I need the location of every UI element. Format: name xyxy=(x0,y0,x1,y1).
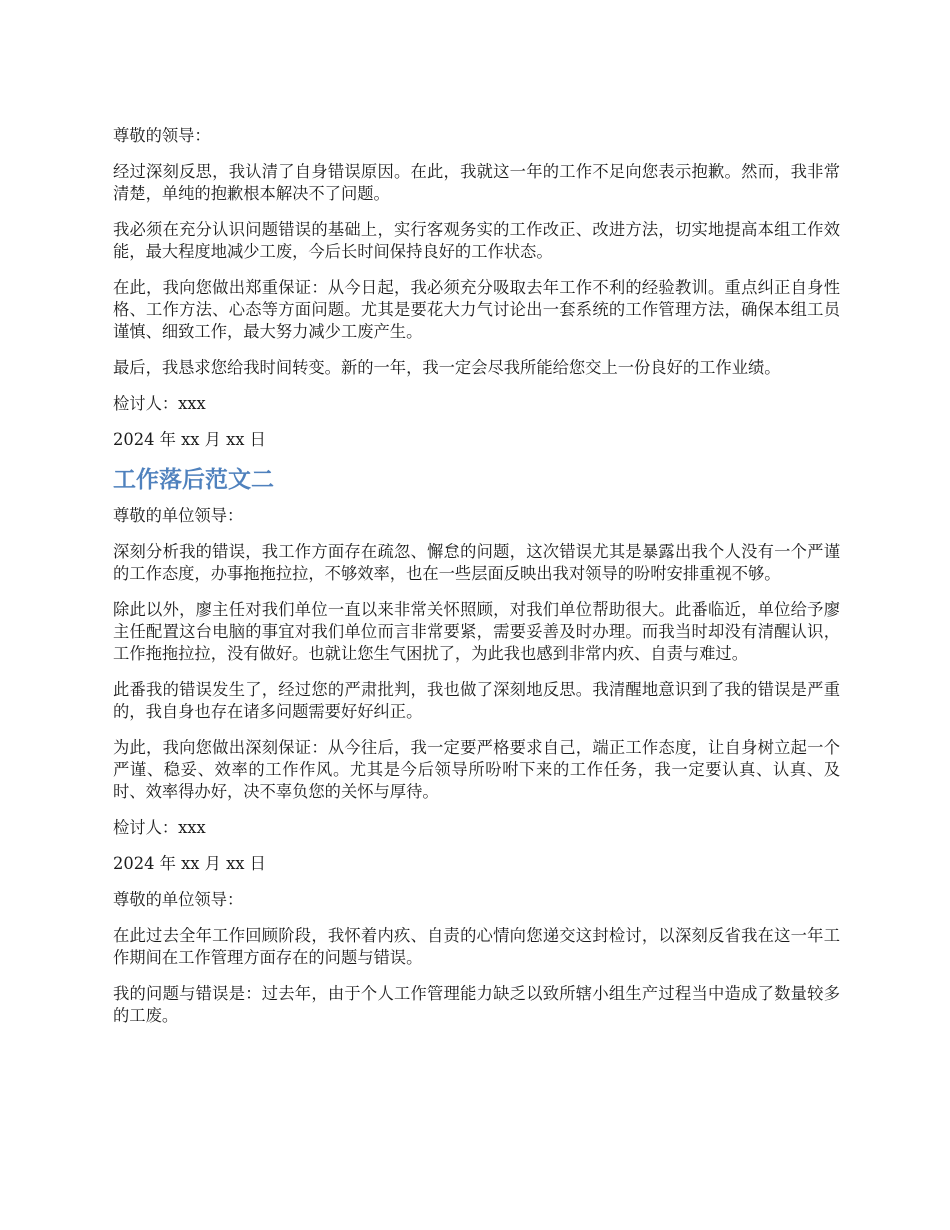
paragraph: 此番我的错误发生了，经过您的严肃批判，我也做了深刻地反思。我清醒地意识到了我的错误是严重的，我自身也存在诸多问题需要好好纠正。 xyxy=(113,680,840,721)
paragraph: 经过深刻反思，我认清了自身错误原因。在此，我就这一年的工作不足向您表示抱歉。然而，我非常清楚，单纯的抱歉根本解决不了问题。 xyxy=(113,162,840,203)
date: 2024 年 xx 月 xx 日 xyxy=(113,854,266,873)
paragraph: 我必须在充分认识问题错误的基础上，实行客观务实的工作改正、改进方法，切实地提高本组工作效能，最大程度地减少工废，今后长时间保持良好的工作状态。 xyxy=(113,220,840,261)
paragraph: 最后，我恳求您给我时间转变。新的一年，我一定会尽我所能给您交上一份良好的工作业绩。 xyxy=(113,358,781,377)
date: 2024 年 xx 月 xx 日 xyxy=(113,430,266,449)
section-heading: 工作落后范文二 xyxy=(113,467,274,493)
signature: 检讨人：xxx xyxy=(113,394,206,413)
paragraph: 除此以外，廖主任对我们单位一直以来非常关怀照顾，对我们单位帮助很大。此番临近，单位给予廖主任配置这台电脑的事宜对我们单位而言非常要紧，需要妥善及时办理。而我当时却没有清醒认识，工作拖拖拉拉，没有做好。也就让您生气困扰了，为此我也感到非常内疚、自责与难过。 xyxy=(113,600,840,663)
paragraph: 我的问题与错误是：过去年，由于个人工作管理能力缺乏以致所辖小组生产过程当中造成了数量较多的工废。 xyxy=(113,984,840,1025)
paragraph: 在此，我向您做出郑重保证：从今日起，我必须充分吸取去年工作不利的经验教训。重点纠正自身性格、工作方法、心态等方面问题。尤其是要花大力气讨论出一套系统的工作管理方法，确保本组工员谨慎、细致工作，最大努力减少工废产生。 xyxy=(113,278,840,341)
paragraph: 深刻分析我的错误，我工作方面存在疏忽、懈怠的问题，这次错误尤其是暴露出我个人没有一个严谨的工作态度，办事拖拖拉拉，不够效率，也在一些层面反映出我对领导的吩咐安排重视不够。 xyxy=(113,542,840,583)
signature: 检讨人：xxx xyxy=(113,818,206,837)
salutation: 尊敬的领导： xyxy=(113,126,211,145)
paragraph: 在此过去全年工作回顾阶段，我怀着内疚、自责的心情向您递交这封检讨，以深刻反省我在这一年工作期间在工作管理方面存在的问题与错误。 xyxy=(113,926,840,967)
document-page xyxy=(113,125,840,1041)
paragraph: 为此，我向您做出深刻保证：从今往后，我一定要严格要求自己，端正工作态度，让自身树立起一个严谨、稳妥、效率的工作作风。尤其是今后领导所吩咐下来的工作任务，我一定要认真、认真、及时、效率得办好，决不辜负您的关怀与厚待。 xyxy=(113,738,840,801)
salutation: 尊敬的单位领导： xyxy=(113,890,244,909)
salutation: 尊敬的单位领导： xyxy=(113,506,244,525)
